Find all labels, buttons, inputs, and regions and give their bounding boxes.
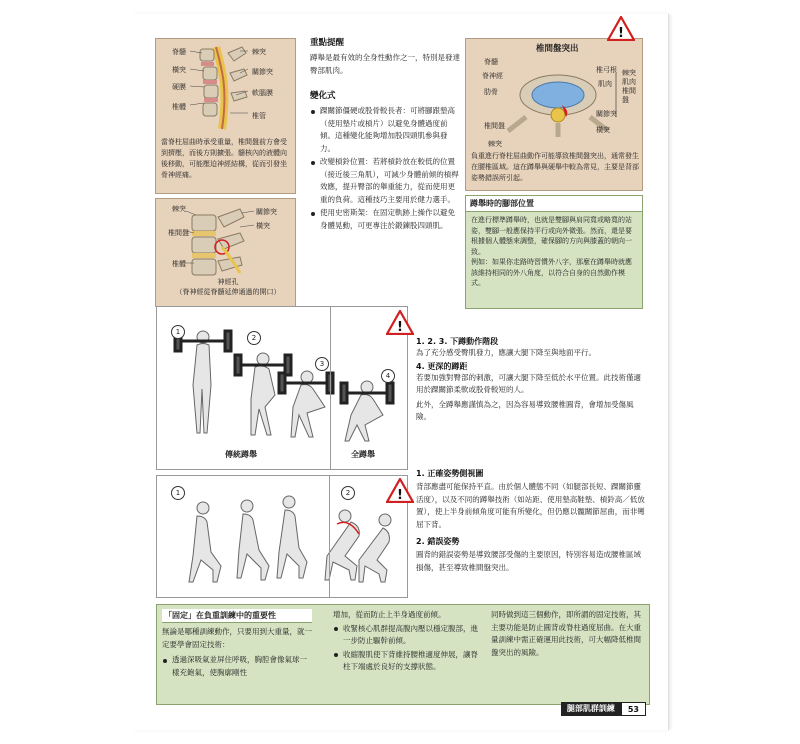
page-footer <box>561 702 646 716</box>
label-spinous-process: 棘突 <box>252 48 266 56</box>
label-transverse-process-2: 橫突 <box>256 222 270 230</box>
label-muscle: 肌肉 <box>598 80 612 88</box>
label-vertebral-body: 椎體 <box>172 103 186 111</box>
label-transverse-process-3: 橫突 <box>596 126 610 134</box>
label-spinal-cord-3: 脊髓 <box>484 58 498 66</box>
bracing-box <box>156 604 650 705</box>
page-number: 53 <box>621 702 646 716</box>
section-label: 腿部肌群訓練 <box>561 702 621 716</box>
bracing-col2 <box>333 609 481 675</box>
step-number: 1 <box>171 486 185 500</box>
bracing-list-2 <box>333 623 481 674</box>
step-number: 1 <box>171 325 185 339</box>
squat-phases-paragraph: 為了充分感受臀肌發力，應讓大腿下降至與地面平行。 <box>416 348 596 357</box>
wrong-posture-heading: 2. 錯誤姿勢 <box>416 537 460 546</box>
correct-posture-paragraph: 背部應盡可能保持平直。由於個人體態不同（如腿部長短、踝關節靈活度），以及不同的蹲舉技術（如站距、使用墊高鞋墊、槓鈴高／低放置），使上半身前傾角度可能有所變化，但仍應以髖關節屈曲，而非彎屈下背。 <box>416 482 645 529</box>
variations-title: 變化式 <box>310 91 336 101</box>
disc-side-label: 棘突 肌肉 椎間盤 <box>622 69 636 104</box>
deep-squat-heading: 4. 更深的蹲距 <box>416 361 468 371</box>
bracing-conclusion: 同時做到這三個動作，即所謂的固定技術，其主要功能是防止圓背或脊柱過度屈曲。在大重量訓練中需正確運用此技術，可大幅降低椎間盤突出的風險。 <box>491 610 641 657</box>
foot-position-title: 蹲舉時的腳部位置 <box>466 196 642 212</box>
label-articular-process-2: 關節突 <box>256 208 277 216</box>
label-articular-process: 關節突 <box>252 68 273 76</box>
variation-item: 使用史密斯架：在固定軌跡上操作以避免身體晃動，可更專注於鍛鍊股四頭肌。 <box>320 207 462 232</box>
label-rib: 肋骨 <box>484 88 498 96</box>
spine-flexion-caption: 當脊柱屈曲時承受重量，椎間盤前方會受到擠壓，而後方則擴張。髓核內的液體向後移動，可能壓迫神經結構，從而引發坐骨神經痛。 <box>161 138 287 179</box>
key-points-title: 重點提醒 <box>310 38 345 48</box>
step-number: 2 <box>341 486 355 500</box>
svg-text:!: ! <box>397 488 403 503</box>
deep-squat-warning: 此外，全蹲舉應謹慎為之，因為容易導致腰椎圓背，會增加受傷風險。 <box>416 399 634 421</box>
correct-posture-heading: 1. 正確姿勢側視圖 <box>416 469 484 478</box>
label-spinal-canal: 椎管 <box>252 112 266 120</box>
disc-herniation-title: 椎間盤突出 <box>536 44 579 54</box>
label-articular-process-3: 關節突 <box>596 110 617 118</box>
foot-position-box <box>465 195 643 309</box>
neural-foramen-illustration <box>155 198 296 307</box>
bracing-item: 收縮腹肌使下背維持腰椎適度伸展，讓脊柱下端處於良好的支撐狀態。 <box>343 649 481 674</box>
posture-figures-drawing <box>157 476 407 597</box>
variations-list <box>310 105 462 232</box>
traditional-squat-caption: 傳統蹲舉 <box>225 450 257 459</box>
wrong-posture-paragraph: 圓背的錯誤姿勢是導致腰部受傷的主要原因，特別容易造成腰椎區域損傷，甚至導致椎間盤突出。 <box>416 550 641 572</box>
label-pedicle: 椎弓根 <box>596 66 617 74</box>
squat-stages-figure <box>156 306 408 470</box>
step-number: 4 <box>381 369 395 383</box>
step-number: 2 <box>247 331 261 345</box>
label-spinous-process-2: 棘突 <box>172 205 186 213</box>
bracing-item: 收緊核心肌群提高腹內壓以穩定腹部，進一步防止驅幹前傾。 <box>343 623 481 648</box>
variation-item: 改變槓鈴位置：若將槓鈴放在較低的位置（接近後三角肌），可減少身體前傾的槓桿效應，提升臀部的舉重能力，從而使用更重的負荷。這種技巧主要用於健力選手。 <box>320 156 462 206</box>
foot-position-text: 在進行標準蹲舉時，也就是雙腳與肩同寬或略寬的站姿，雙腳一般應保持平行或向外微張。然而，還是要根據個人體態來調整，確保腳的方向與膝蓋的朝向一致。 例如：如果你走路時習慣外八字，那麼在蹲舉時就應該維持相同的外八角度，以符合自身的自然動作模式。 <box>471 216 632 287</box>
warning-icon <box>607 16 635 41</box>
label-transverse-process: 橫突 <box>172 66 186 74</box>
squat-figures-drawing <box>157 307 407 469</box>
variation-item: 踝關節僵硬或股骨較長者：可將腳跟墊高（使用墊片或槓片）以避免身體過度前傾。這種變化能夠增加股四頭肌參與發力。 <box>320 105 462 155</box>
svg-text:!: ! <box>397 320 403 335</box>
label-vertebral-body-2: 椎體 <box>172 260 186 268</box>
label-disc: 椎間盤 <box>168 229 189 237</box>
posture-comparison-figure <box>156 475 408 598</box>
neural-foramen-caption: 神經孔 （脊神經從脊髓延伸通過的開口） <box>175 278 281 296</box>
bracing-intro: 無論是哪種訓練動作，只要用到大重量，就一定要學會固定技術： <box>162 627 312 649</box>
label-spinal-cord: 脊髓 <box>172 48 186 56</box>
squat-phases-text <box>416 336 648 424</box>
bracing-title: 「固定」在負重訓練中的重要性 <box>162 609 312 623</box>
warning-icon <box>386 310 414 335</box>
key-points-text: 蹲舉是最有效的全身性動作之一，特別是發達臀部肌肉。 <box>310 53 460 75</box>
full-squat-caption: 全蹲舉 <box>351 450 375 459</box>
bracing-item: 透過深吸氣並屏住呼吸，胸腔會像氣球一樣充飽氣，使胸廓剛性 <box>172 654 312 679</box>
posture-text <box>416 468 648 574</box>
label-pia: 軟腦膜 <box>252 89 273 97</box>
disc-herniation-caption: 負重進行脊柱屈曲動作可能導致椎間盤突出，通常發生在腰椎區域。這在蹲舉與硬舉中較為常見，主要是背部姿勢錯誤所引起。 <box>471 152 639 182</box>
label-dura: 硬膜 <box>172 83 186 91</box>
key-points <box>310 36 462 233</box>
label-spinal-nerve: 脊神經 <box>482 72 503 80</box>
spine-flexion-illustration <box>155 38 296 194</box>
label-disc-3: 椎間盤 <box>484 122 505 130</box>
book-page <box>132 14 669 730</box>
squat-phases-heading: 1. 2. 3. 下蹲動作階段 <box>416 337 499 346</box>
step-number: 3 <box>315 357 329 371</box>
svg-text:!: ! <box>618 26 624 41</box>
bracing-continued: 增加，從而防止上半身過度前傾。 <box>333 610 446 619</box>
bracing-col3 <box>491 609 643 659</box>
disc-herniation-illustration <box>465 38 643 191</box>
bracing-col1 <box>162 609 312 680</box>
warning-icon <box>386 478 414 503</box>
bracing-list-1 <box>162 654 312 679</box>
deep-squat-paragraph: 若要加強對臀部的刺激，可讓大腿下降至低於水平位置。此技術僅適用於踝關節柔軟或股骨較短的人。 <box>416 372 641 394</box>
label-spinous-process-3: 棘突 <box>488 140 502 148</box>
